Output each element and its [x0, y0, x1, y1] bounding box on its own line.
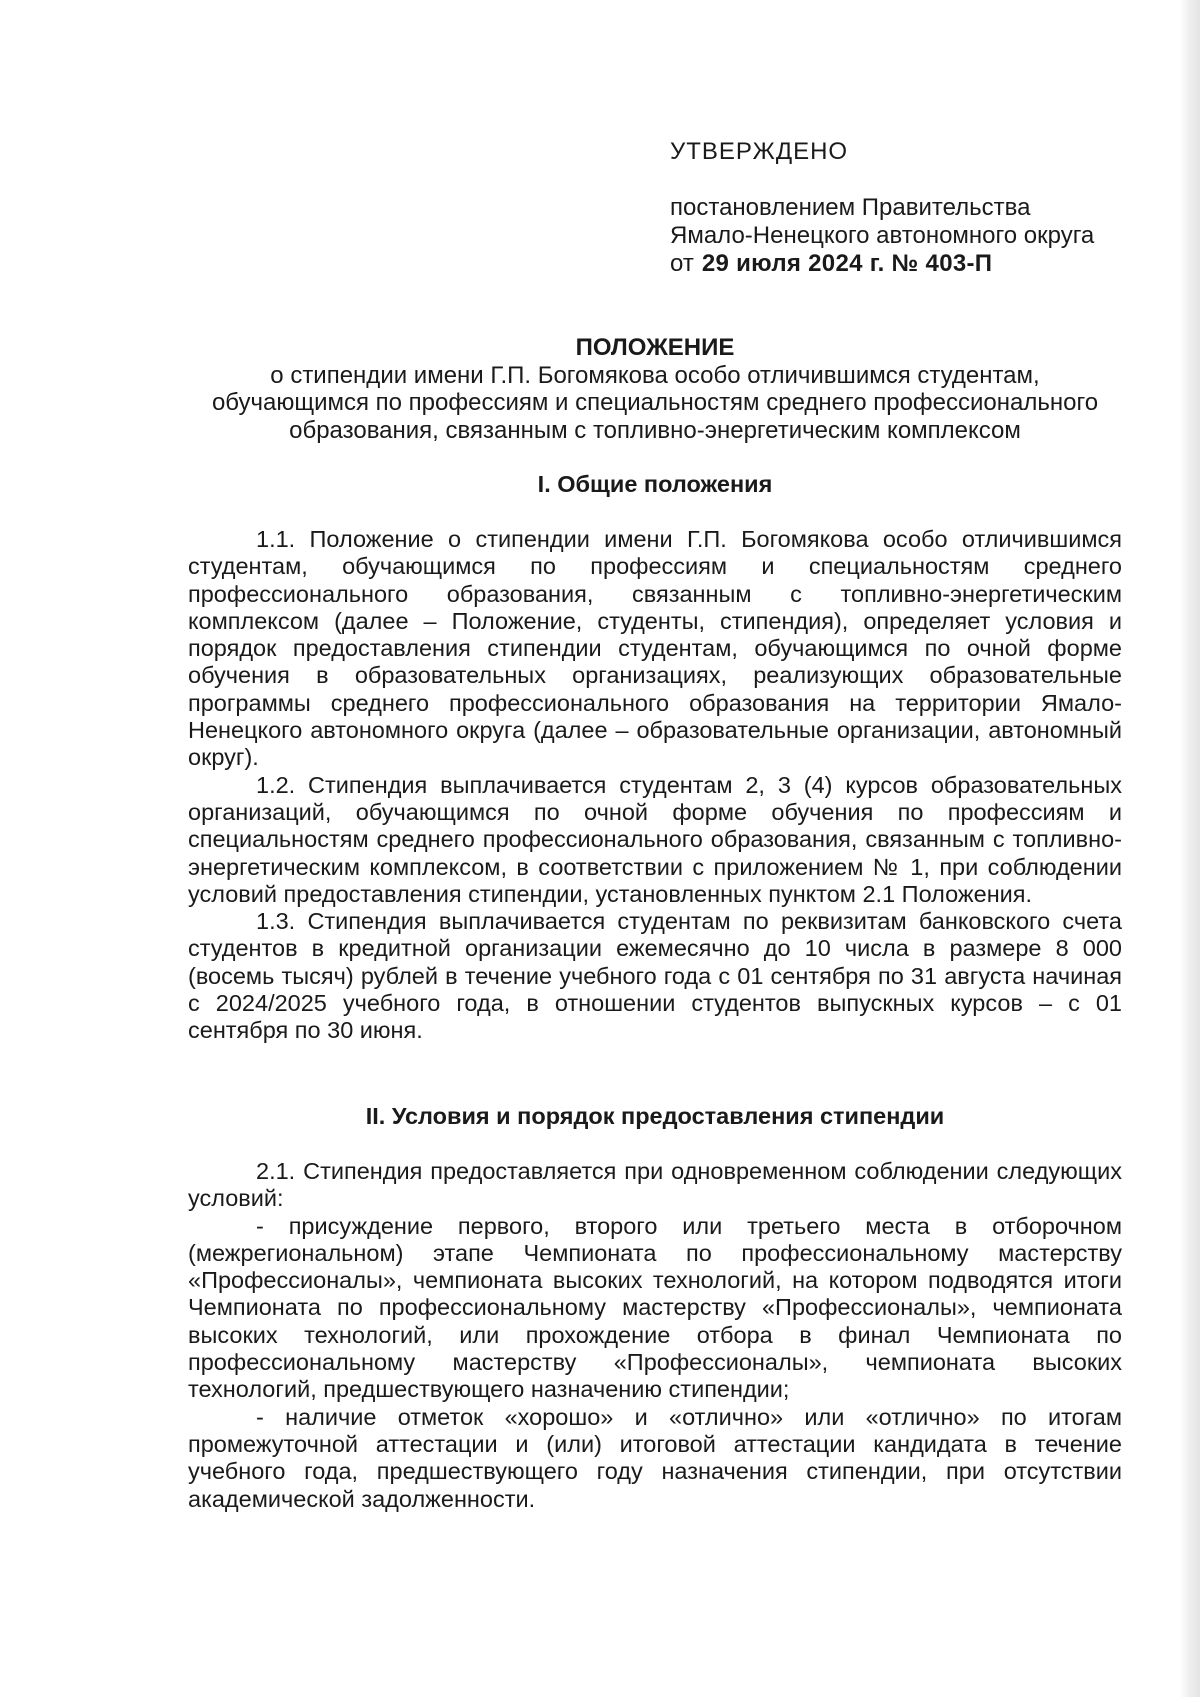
section-2-heading: II. Условия и порядок предоставления стипендии — [365, 1103, 945, 1129]
document-title: ПОЛОЖЕНИЕ — [575, 334, 735, 361]
paragraph-1-2: 1.2. Стипендия выплачивается студентам 2, 3 (4) курсов образовательных организаций, обучающимся по очной форме обучения по профессиям и специальностям среднего профессионального образования, связанным с топливно-энергетическим комплексом, в соответствии с приложением № 1, при соблюдении условий предоставления стипендии, установленных пунктом 2.1 Положения. — [188, 771, 1122, 907]
approved-label: УТВЕРЖДЕНО — [670, 138, 849, 165]
approval-line-1: постановлением Правительства — [670, 194, 1031, 221]
document-subtitle-line-3: образования, связанным с топливно-энергетическим комплексом — [289, 416, 1021, 444]
paragraph-2-1-bullet-2: - наличие отметок «хорошо» и «отлично» или «отлично» по итогам промежуточной аттестации и (или) итоговой аттестации кандидата в течение учебного года, предшествующего году назначения стипендии, при отсутствии академической задолженности. — [188, 1403, 1122, 1512]
paragraph-2-1: 2.1. Стипендия предоставляется при одновременном соблюдении следующих условий: — [188, 1158, 1122, 1212]
approval-date-line — [670, 250, 1150, 278]
section-1-heading: I. Общие положения — [537, 471, 773, 497]
document-title-block — [188, 334, 1122, 444]
section-2-body — [188, 1158, 1122, 1513]
paragraph-2-1-bullet-1: - присуждение первого, второго или третьего места в отборочном (межрегиональном) этапе Чемпионата по профессиональному мастерству «Профессионалы», чемпионата высоких технологий, на котором подводятся итоги Чемпионата по профессиональному мастерству «Профессионалы», чемпионата высоких технологий, или прохождение отбора в финал Чемпионата по профессиональному мастерству «Профессионалы», чемпионата высоких технологий, предшествующего назначению стипендии; — [188, 1212, 1122, 1403]
page-edge-shadow — [1180, 0, 1200, 1697]
approval-stamp — [670, 138, 1150, 278]
approval-date-prefix: от — [670, 250, 694, 277]
document-subtitle-line-1: о стипендии имени Г.П. Богомякова особо отличившимся студентам, — [270, 361, 1040, 389]
paragraph-1-1: 1.1. Положение о стипендии имени Г.П. Богомякова особо отличившимся студентам, обучающимся по профессиям и специальностям среднего профессионального образования, связанным с топливно-энергетическим комплексом (далее – Положение, студенты, стипендия), определяет условия и порядок предоставления стипендии студентам, обучающимся по очной форме обучения в образовательных организациях, реализующих образовательные программы среднего профессионального образования на территории Ямало-Ненецкого автономного округа (далее – образовательные организации, автономный округ). — [188, 526, 1122, 771]
approval-line-2: Ямало-Ненецкого автономного округа — [670, 222, 1095, 249]
approval-date-value: 29 июля 2024 г. № 403-П — [701, 250, 993, 277]
document-subtitle-line-2: обучающимся по профессиям и специальностям среднего профессионального — [211, 389, 1099, 416]
section-1-body — [188, 526, 1122, 1045]
paragraph-1-3: 1.3. Стипендия выплачивается студентам по реквизитам банковского счета студентов в кредитной организации ежемесячно до 10 числа в размере 8 000 (восемь тысяч) рублей в течение учебного года с 01 сентября по 31 августа начиная с 2024/2025 учебного года, в отношении студентов выпускных курсов – с 01 сентября по 30 июня. — [188, 908, 1122, 1044]
